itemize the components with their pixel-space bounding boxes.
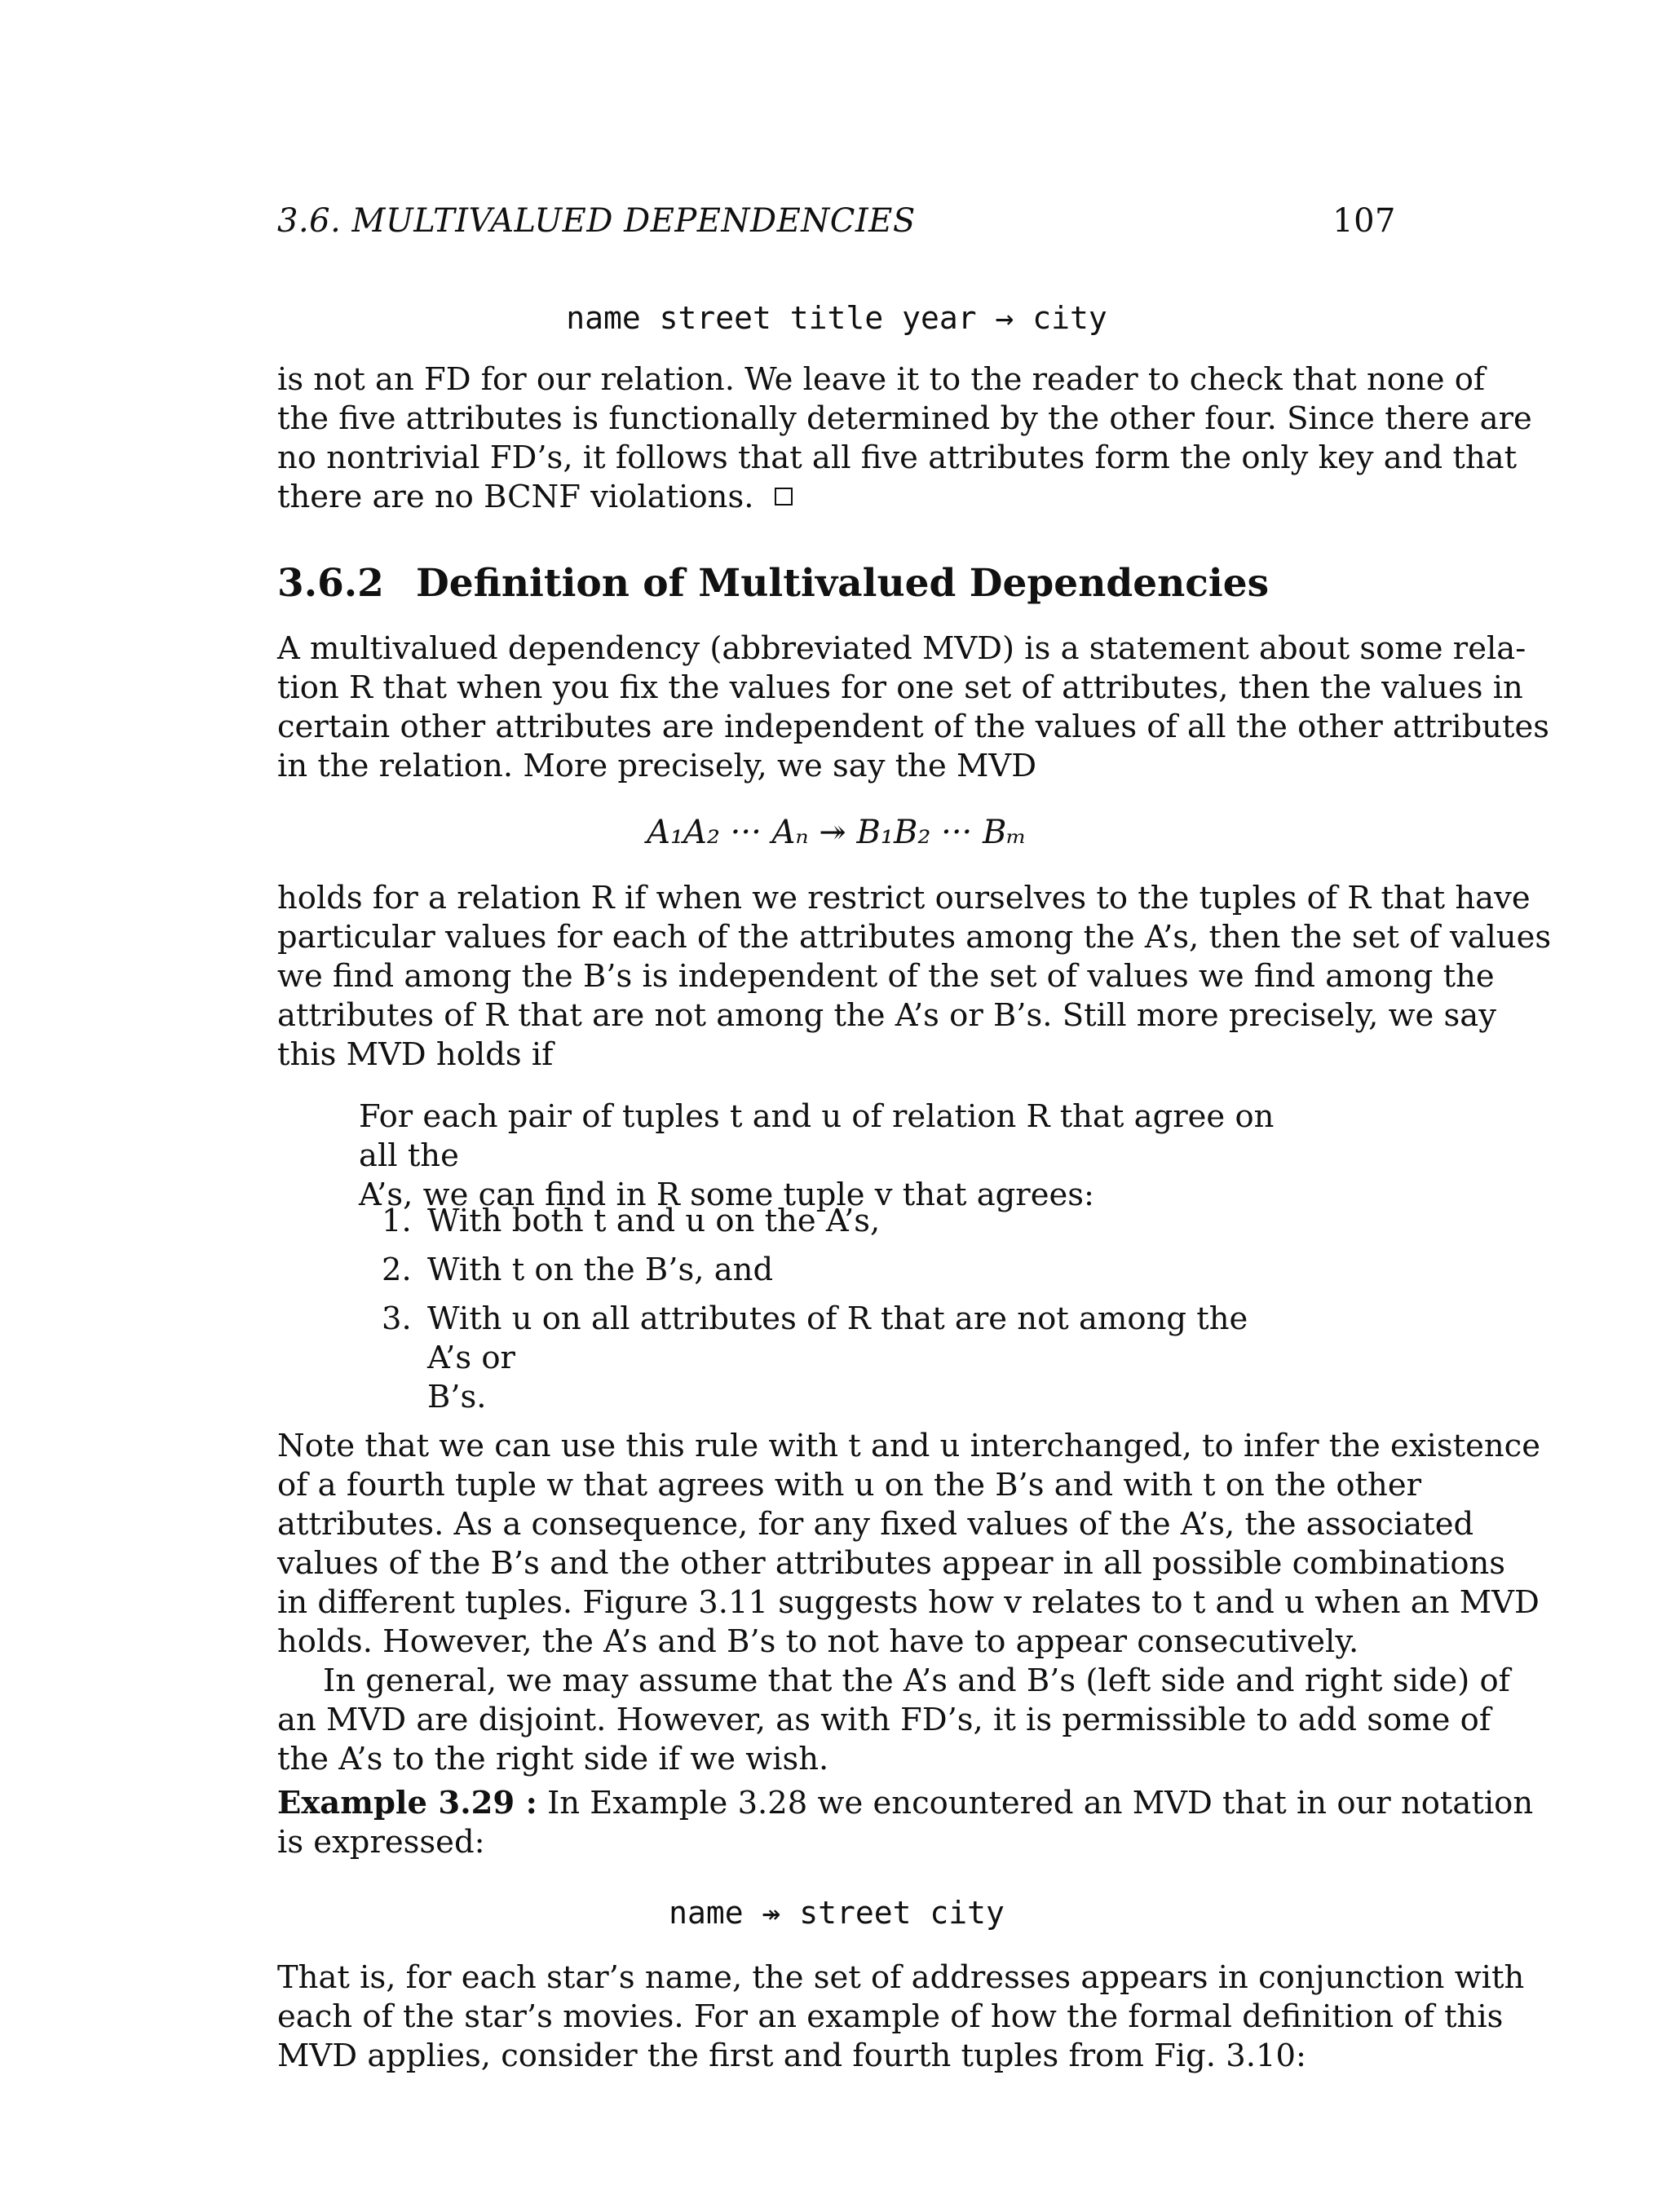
text-line: That is, for each star’s name, the set of addresses appears in conjunction with xyxy=(277,1959,1525,1996)
text-line: Example 3.29 : In Example 3.28 we encountered an MVD that in our notation xyxy=(277,1785,1534,1821)
text-line: certain other attributes are independent of the values of all the other attributes xyxy=(277,709,1550,745)
text-line: A’s, we can find in R some tuple v that agrees: xyxy=(359,1177,1095,1213)
text-line: the A’s to the right side if we wish. xyxy=(277,1741,829,1777)
paragraph-5 xyxy=(277,1662,1510,1779)
text-line: Note that we can use this rule with t and u interchanged, to infer the existence xyxy=(277,1428,1541,1464)
text-line: an MVD are disjoint. However, as with FD’s, it is permissible to add some of xyxy=(277,1702,1491,1738)
running-title: 3.6. MULTIVALUED DEPENDENCIES xyxy=(277,202,916,240)
section-title: Definition of Multivalued Dependencies xyxy=(416,561,1270,606)
running-header xyxy=(277,202,1396,251)
text-line: For each pair of tuples t and u of relation R that agree on all the xyxy=(359,1098,1275,1174)
text-line: in the relation. More precisely, we say the MVD xyxy=(277,748,1037,784)
text-line: tion R that when you fix the values for one set of attributes, then the values in xyxy=(277,669,1523,706)
text-line: holds for a relation R if when we restrict ourselves to the tuples of R that have xyxy=(277,880,1531,916)
text-line: is expressed: xyxy=(277,1824,485,1861)
text-line: no nontrivial FD’s, it follows that all five attributes form the only key and that xyxy=(277,439,1518,476)
list-number: 3. xyxy=(382,1300,412,1337)
page-number: 107 xyxy=(1332,202,1396,240)
text-line: is not an FD for our relation. We leave it to the reader to check that none of xyxy=(277,361,1486,398)
mvd-example-display: name ↠ street city xyxy=(669,1895,1005,1931)
list-number: 1. xyxy=(382,1203,412,1239)
list-text: B’s. xyxy=(427,1379,487,1415)
text-line: of a fourth tuple w that agrees with u on the B’s and with t on the other xyxy=(277,1467,1422,1503)
section-number: 3.6.2 xyxy=(277,561,384,606)
text-line: particular values for each of the attributes among the A’s, then the set of values xyxy=(277,919,1552,956)
text-line: we find among the B’s is independent of the set of values we find among the xyxy=(277,958,1495,995)
example-paragraph xyxy=(277,1784,1534,1862)
fd-display: name street title year → city xyxy=(566,300,1107,336)
end-of-proof-box-icon xyxy=(775,488,793,506)
text-line: MVD applies, consider the first and fourth tuples from Fig. 3.10: xyxy=(277,2038,1306,2074)
text-line: values of the B’s and the other attributes appear in all possible combinations xyxy=(277,1545,1506,1582)
section-heading xyxy=(277,561,1269,606)
paragraph-3 xyxy=(277,879,1552,1075)
paragraph-2 xyxy=(277,629,1550,786)
example-label: Example 3.29 : xyxy=(277,1785,537,1821)
text-line: holds. However, the A’s and B’s to not have to appear consecutively. xyxy=(277,1623,1359,1660)
text-line: A multivalued dependency (abbreviated MVD) is a statement about some rela- xyxy=(277,630,1526,667)
list-text: With u on all attributes of R that are not among the A’s or xyxy=(427,1300,1248,1376)
paragraph-6 xyxy=(277,1958,1525,2076)
text-line: In general, we may assume that the A’s and B’s (left side and right side) of xyxy=(323,1662,1510,1699)
list-text: With t on the B’s, and xyxy=(427,1252,774,1288)
text-line: this MVD holds if xyxy=(277,1036,554,1073)
text-line: the five attributes is functionally determined by the other four. Since there are xyxy=(277,400,1532,437)
paragraph-4 xyxy=(277,1427,1541,1662)
text-line: in different tuples. Figure 3.11 suggests how v relates to t and u when an MVD xyxy=(277,1584,1540,1621)
paragraph-1 xyxy=(277,360,1532,517)
list-number: 2. xyxy=(382,1252,412,1288)
list-text: With both t and u on the A’s, xyxy=(427,1203,881,1239)
text-line: there are no BCNF violations. xyxy=(277,478,1396,517)
text-line: attributes. As a consequence, for any fixed values of the A’s, the associated xyxy=(277,1506,1474,1543)
mvd-display: A₁A₂ ··· Aₙ ↠ B₁B₂ ··· Bₘ xyxy=(647,814,1027,851)
definition-quote xyxy=(359,1097,1314,1215)
text-line: each of the star’s movies. For an example of how the formal definition of this xyxy=(277,1998,1504,2035)
text-line: attributes of R that are not among the A’s or B’s. Still more precisely, we say xyxy=(277,997,1497,1034)
